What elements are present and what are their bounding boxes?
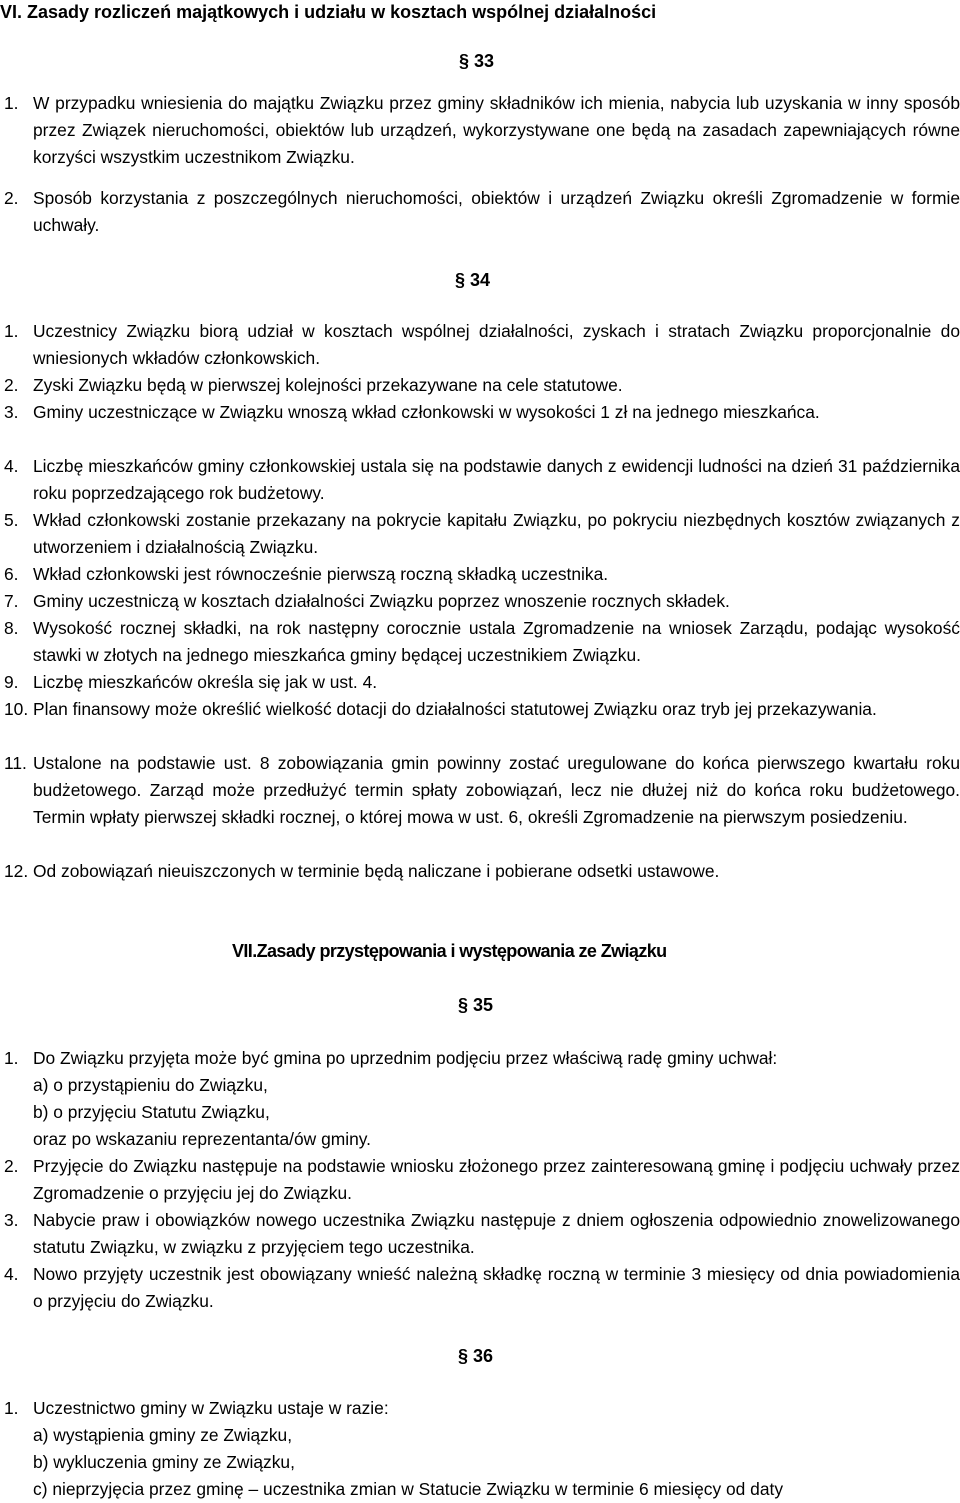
item-number: 2. [4,1156,19,1176]
item-text: Zyski Związku będą w pierwszej kolejności przekazywane na cele statutowe. [33,375,623,395]
paragraph-33-1 [0,90,960,198]
item-text: Sposób korzystania z poszczególnych nieruchomości, obiektów i urządzeń Związku określi Zgromadzenie w formie uchwały. [33,188,960,235]
item-text: Ustalone na podstawie ust. 8 zobowiązania gmin powinny zostać uregulowane do końca pierwszego kwartału roku budżetowego. Zarząd może przedłużyć termin spłaty zobowiązań, lecz nie dłużej niż do końca roku budżetowego. Termin wpłaty pierwszej składki rocznej, o której mowa w ust. 6, określi Zgromadzenie na pierwszym posiedzeniu. [33,753,960,827]
item-number: 4. [4,456,19,476]
item-number: 9. [4,672,19,692]
item-number: 6. [4,564,19,584]
sub-item-b: b) wykluczenia gminy ze Związku, [33,1452,295,1472]
item-text: Plan finansowy może określić wielkość dotacji do działalności statutowej Związku oraz tryb jej przekazywania. [33,699,877,719]
section-36-label: § 36 [458,1346,494,1366]
item-text: Liczbę mieszkańców gminy członkowskiej ustala się na podstawie danych z ewidencji ludności na dzień 31 października roku poprzedzającego rok budżetowy. [33,456,960,503]
section-35-label: § 35 [458,995,494,1015]
item-text: Liczbę mieszkańców określa się jak w ust. 4. [33,672,378,692]
item-number: 1. [4,321,19,341]
item-number: 3. [4,402,19,422]
item-text: Nowo przyjęty uczestnik jest obowiązany wnieść należną składkę roczną w terminie 3 miesięcy od dnia powiadomienia o przyjęciu do Związku. [33,1264,960,1311]
item-text: Gminy uczestniczą w kosztach działalności Związku poprzez wnoszenie rocznych składek. [33,591,730,611]
sub-item-b: b) o przyjęciu Statutu Związku, [33,1102,270,1122]
item-text: Uczestnictwo gminy w Związku ustaje w razie: [33,1398,389,1418]
item-text: Nabycie praw i obowiązków nowego uczestnika Związku następuje z dniem ogłoszenia odpowiednio znowelizowanego statutu Związku, w związku z przyjęciem tego uczestnika. [33,1210,960,1257]
chapter-6-title: VI. Zasady rozliczeń majątkowych i udziału w kosztach wspólnej działalności [0,2,657,22]
item-text: Wkład członkowski zostanie przekazany na pokrycie kapitału Związku, po pokryciu niezbędnych kosztów związanych z utworzeniem i działalnością Związku. [33,510,960,557]
item-number: 3. [4,1210,19,1230]
item-number: 2. [4,375,19,395]
item-number: 1. [4,1398,19,1418]
sub-item-a: a) o przystąpieniu do Związku, [33,1075,268,1095]
item-number: 5. [4,510,19,530]
sub-item-note: oraz po wskazaniu reprezentanta/ów gminy. [33,1129,372,1149]
item-text: Do Związku przyjęta może być gmina po uprzednim podjęciu przez właściwą radę gminy uchwał: [33,1048,778,1068]
item-text: Od zobowiązań nieuiszczonych w terminie będą naliczane i pobierane odsetki ustawowe. [33,861,720,881]
item-number: 2. [4,188,19,208]
item-number: 1. [4,1048,19,1068]
section-33-label: § 33 [459,51,495,71]
chapter-7-title: VII.Zasady przystępowania i występowania ze Związku [232,941,667,961]
item-text: W przypadku wniesienia do majątku Związku przez gminy składników ich mienia, nabycia lub uzyskania w inny sposób przez Związek nieruchomości, obiektów lub urządzeń, wykorzystywane one będą na zasadach zapewniających równe korzyści wszystkim uczestnikom Związku. [33,93,960,167]
item-number: 11. [4,753,27,773]
sub-item-c: c) nieprzyjęcia przez gminę – uczestnika zmian w Statucie Związku w terminie 6 miesięcy od daty [33,1479,784,1499]
item-number: 10. [4,699,29,719]
item-number: 4. [4,1264,19,1284]
item-number: 1. [4,93,19,113]
item-text: Gminy uczestniczące w Związku wnoszą wkład członkowski w wysokości 1 zł na jednego mieszkańca. [33,402,820,422]
item-number: 12. [4,861,29,881]
item-number: 8. [4,618,19,638]
item-text: Wysokość rocznej składki, na rok następny corocznie ustala Zgromadzenie na wniosek Zarządu, podając wysokość stawki w złotych na jednego mieszkańca gminy będącej uczestnikiem Związku. [33,618,960,665]
item-text: Uczestnicy Związku biorą udział w kosztach wspólnej działalności, zyskach i stratach Związku proporcjonalnie do wniesionych wkładów członkowskich. [33,321,960,368]
item-text: Wkład członkowski jest równocześnie pierwszą roczną składką uczestnika. [33,564,609,584]
item-text: Przyjęcie do Związku następuje na podstawie wniosku złożonego przez zainteresowaną gminę i podjęciu uchwały przez Zgromadzenie o przyjęciu jej do Związku. [33,1156,960,1203]
item-number: 7. [4,591,19,611]
sub-item-a: a) wystąpienia gminy ze Związku, [33,1425,293,1445]
section-34-label: § 34 [455,270,491,290]
paragraph-33-2 [0,185,960,239]
